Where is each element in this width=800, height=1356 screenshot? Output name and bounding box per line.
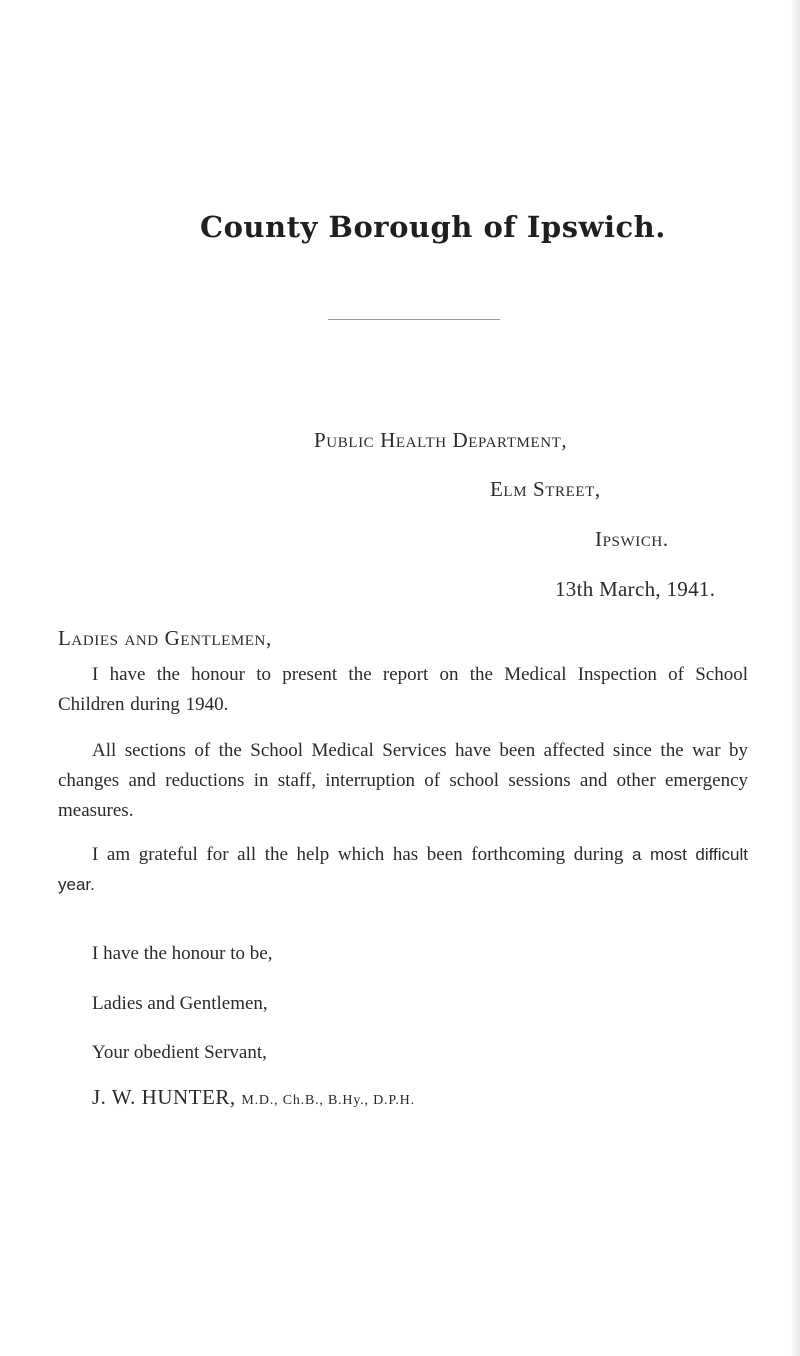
- letter-date: 13th March, 1941.: [555, 577, 716, 601]
- paragraph-report: I have the honour to present the report on the Medical Inspection of School Children during 1940.: [58, 664, 748, 715]
- signature: [92, 1085, 415, 1110]
- closing-address: Ladies and Gentlemen,: [92, 993, 268, 1014]
- paragraph-gratitude-main: I am grateful for all the help which has been forthcoming during: [92, 844, 624, 865]
- salutation: Ladies and Gentlemen,: [58, 626, 272, 650]
- heading-divider: [328, 319, 500, 320]
- paragraph-services: All sections of the School Medical Services have been affected since the war by changes and reductions in staff, interruption of school sessions and other emergency measures.: [58, 740, 748, 821]
- closing-honour: I have the honour to be,: [92, 943, 273, 964]
- paragraph-gratitude-tail: a most difficult year.: [58, 845, 748, 894]
- closing-servant: Your obedient Servant,: [92, 1042, 267, 1063]
- address-street: Elm Street,: [490, 477, 601, 501]
- address-department: Public Health Department,: [314, 428, 568, 452]
- page-edge-shadow: [790, 0, 800, 1356]
- signature-qualifications: M.D., Ch.B., B.Hy., D.P.H.: [241, 1093, 415, 1108]
- letter-heading: County Borough of Ipswich.: [200, 210, 666, 244]
- paragraph-gratitude: [58, 840, 748, 900]
- address-town: Ipswich.: [595, 527, 669, 551]
- signature-name: J. W. HUNTER,: [92, 1085, 236, 1109]
